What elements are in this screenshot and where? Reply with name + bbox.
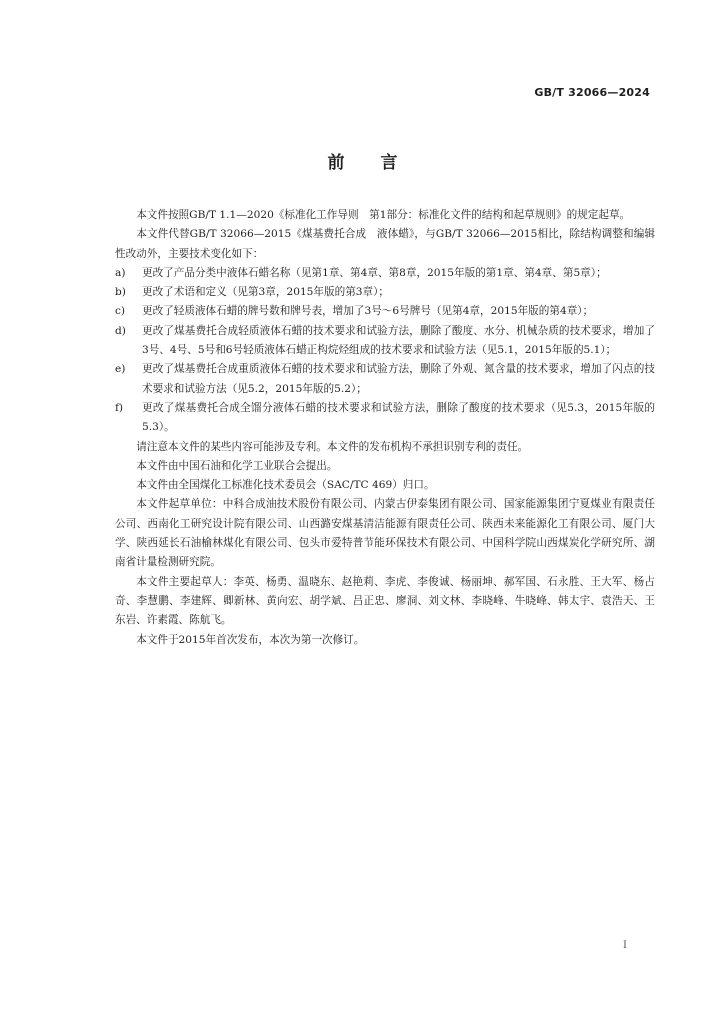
change-text: 更改了术语和定义（见第3章，2015年版的第3章）； (142, 286, 390, 299)
change-item-e (115, 360, 655, 399)
paragraph-proposed-by: 本文件由中国石油和化学工业联合会提出。 (136, 459, 338, 472)
change-text: 更改了轻质液体石蜡的牌号数和牌号表，增加了3号～6号牌号（见第4章，2015年版的第4章）； (142, 305, 594, 318)
change-text: 更改了煤基费托合成重质液体石蜡的技术要求和试验方法，删除了外观、氮含量的技术要求，增加了闪点的技术要求和试验方法（见5.2，2015年版的5.2）； (142, 363, 655, 395)
paragraph-patent-notice: 请注意本文件的某些内容可能涉及专利。本文件的发布机构不承担识别专利的责任。 (136, 440, 529, 453)
paragraph-drafting-rules: 本文件按照GB/T 1.1—2020《标准化工作导则 第1部分：标准化文件的结构和起草规则》的规定起草。 (136, 209, 631, 221)
standard-code: GB/T 32066—2024 (534, 86, 650, 99)
change-marker: f) (115, 401, 124, 414)
change-marker: c) (115, 305, 126, 318)
change-text: 更改了煤基费托合成全馏分液体石蜡的技术要求和试验方法，删除了酸度的技术要求（见5.3，2015年版的5.3）。 (142, 401, 655, 434)
change-item-f (115, 399, 655, 438)
paragraph-drafting-units: 本文件起草单位：中科合成油技术股份有限公司、内蒙古伊泰集团有限公司、国家能源集团宁夏煤业有限责任公司、西南化工研究设计院有限公司、山西潞安煤基清洁能源有限责任公司、陕西未来能源化工有限公司、厦门大学、陕西延长石油榆林煤化有限公司、包头市爱特普节能环保技术有限公司、中国科学院山西煤炭化学研究所、湖南省计量检测研究院。 (115, 498, 655, 569)
change-text: 更改了煤基费托合成轻质液体石蜡的技术要求和试验方法，删除了酸度、水分、机械杂质的技术要求，增加了3号、4号、5号和6号轻质液体石蜡正构烷烃组成的技术要求和试验方法（见5.1，2015年版的5.1）； (142, 324, 655, 357)
change-item-d (115, 322, 655, 361)
change-item-c (115, 302, 655, 321)
paragraph-drafters: 本文件主要起草人：李英、杨勇、温晓东、赵艳莉、李虎、李俊诚、杨丽坤、郝军国、石永胜、王大军、杨占奇、李慧鹏、李建辉、卿新林、黄向宏、胡学斌、吕正忠、廖洞、刘文林、李晓峰、牛晓峰、韩太宇、袁浩天、王东岩、许素霞、陈航飞。 (115, 575, 655, 627)
change-item-b (115, 283, 655, 302)
page-title: 前言 (327, 153, 434, 173)
changes-list (115, 264, 655, 438)
paragraph-replaces: 本文件代替GB/T 32066—2015《煤基费托合成 液体蜡》，与GB/T 32066—2015相比，除结构调整和编辑性改动外，主要技术变化如下： (115, 228, 655, 260)
paragraph-committee: 本文件由全国煤化工标准化技术委员会（SAC/TC 469）归口。 (136, 479, 435, 492)
change-text: 更改了产品分类中液体石蜡名称（见第1章、第4章、第8章，2015年版的第1章、第4章、第5章）； (142, 266, 607, 279)
page-number: I (623, 940, 627, 951)
change-marker: b) (115, 286, 126, 299)
change-item-a (115, 264, 655, 283)
change-marker: e) (115, 363, 126, 376)
change-marker: d) (115, 324, 126, 337)
foreword-body (115, 206, 655, 650)
paragraph-history: 本文件于2015年首次发布，本次为第一次修订。 (136, 633, 365, 646)
change-marker: a) (115, 266, 126, 279)
